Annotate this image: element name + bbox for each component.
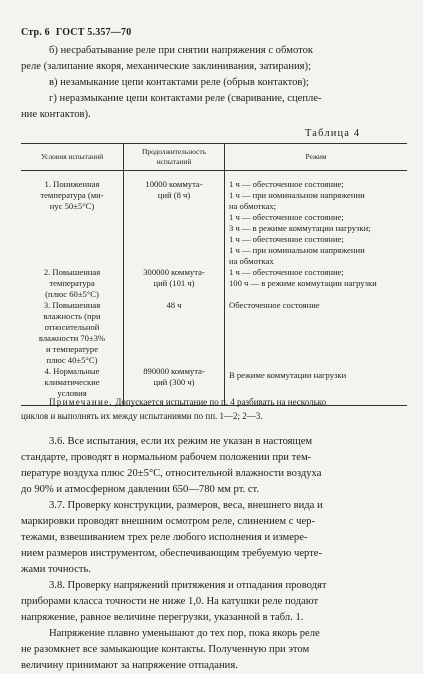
condition-cell: 2. Повышенная температура (плюс 60±5°С) bbox=[43, 267, 101, 299]
duration-cell: 890000 коммута- ций (300 ч) bbox=[124, 366, 225, 406]
mode-cell: Обесточенное состояние bbox=[225, 300, 408, 366]
page-number: Стр. 6 bbox=[21, 27, 50, 38]
text-line: б) несрабатывание реле при снятии напряжения с обмоток bbox=[49, 45, 314, 56]
text-line: пературе воздуха плюс 20±5°С, относительной влажности воздуха bbox=[21, 468, 322, 479]
text-line: маркировки проводят внешним осмотром реле, слинением с чер- bbox=[21, 516, 315, 527]
note-label: Примечание. bbox=[49, 397, 113, 407]
mode-cell: В режиме коммутации нагрузки bbox=[225, 366, 408, 406]
table-row bbox=[21, 267, 407, 300]
condition-cell: 4. Нормальные климатические условия bbox=[21, 366, 124, 406]
column-header-conditions: Условия испытаний bbox=[21, 144, 124, 171]
duration-cell: 10000 коммута- ций (8 ч) bbox=[124, 171, 225, 268]
mode-cell: 1 ч — обесточенное состояние; 100 ч — в режиме коммутации нагрузки bbox=[225, 267, 408, 300]
note-text: циклов и выполнять их между испытаниями по пп. 1—2; 2—3. bbox=[21, 411, 263, 421]
test-conditions-table bbox=[21, 143, 407, 406]
text-line: не разомкнет все замыкающие контакты. Полученную при этом bbox=[21, 644, 310, 655]
table-row bbox=[21, 300, 407, 366]
text-line: нием размеров инструментом, обеспечивающим требуемую черте- bbox=[21, 548, 323, 559]
text-line: ние контактов). bbox=[21, 109, 91, 120]
text-line: приборами класса точности не ниже 1,0. На катушки реле подают bbox=[21, 596, 319, 607]
intro-paragraph bbox=[21, 43, 406, 123]
condition-cell: 1. Пониженная температура (ми- нус 50±5°С) bbox=[40, 179, 104, 211]
text-line: жами точность. bbox=[21, 564, 91, 575]
text-line: Напряжение плавно уменьшают до тех пор, пока якорь реле bbox=[49, 628, 320, 639]
text-line: тежами, взвешиванием трех реле любого исполнения и измере- bbox=[21, 532, 308, 543]
text-line: 3.8. Проверку напряжений притяжения и отпадания проводят bbox=[49, 580, 327, 591]
table-header-row bbox=[21, 144, 407, 171]
standard-code: ГОСТ 5.357—70 bbox=[55, 27, 132, 38]
column-header-mode: Режим bbox=[225, 144, 408, 171]
column-header-duration: Продолжительность испытаний bbox=[124, 144, 225, 171]
duration-cell: 300000 коммута- ций (101 ч) bbox=[124, 267, 225, 300]
text-line: 3.7. Проверку конструкции, размеров, веса, внешнего вида и bbox=[49, 500, 323, 511]
table-row bbox=[21, 171, 407, 268]
condition-cell: 3. Повышенная влажность (при относительной влажности 70±3% и температуре плюс 40±5°С) bbox=[38, 300, 106, 365]
page-header bbox=[21, 27, 131, 38]
text-line: до 90% и атмосферном давлении 650—780 мм рт. ст. bbox=[21, 484, 260, 495]
table-caption: Таблица 4 bbox=[305, 128, 361, 139]
mode-cell: 1 ч — обесточенное состояние; 1 ч — при номинальном напряжении на обмотках; 1 ч — обесточенное состояние; 3 ч — в режиме коммутации нагрузки; 1 ч — обесточенное состояние; 1 ч — при номинальном напряжении на обмотках bbox=[225, 171, 408, 268]
text-line: г) неразмыкание цепи контактами реле (сваривание, сцепле- bbox=[49, 93, 322, 104]
text-line: стандарте, проводят в нормальном рабочем положении при тем- bbox=[21, 452, 312, 463]
text-line: реле (залипание якоря, механические заклинивания, затирания); bbox=[21, 61, 312, 72]
note-text: Допускается испытание по п. 4 разбивать на несколько bbox=[115, 397, 327, 407]
body-paragraphs bbox=[21, 434, 406, 674]
duration-cell: 48 ч bbox=[124, 300, 225, 366]
text-line: напряжение, равное величине перегрузки, указанной в табл. 1. bbox=[21, 612, 304, 623]
text-line: 3.6. Все испытания, если их режим не указан в настоящем bbox=[49, 436, 313, 447]
table-note bbox=[21, 395, 407, 423]
text-line: в) незамыкание цепи контактами реле (обрыв контактов); bbox=[49, 77, 309, 88]
text-line: величину принимают за напряжение отпадания. bbox=[21, 660, 238, 671]
